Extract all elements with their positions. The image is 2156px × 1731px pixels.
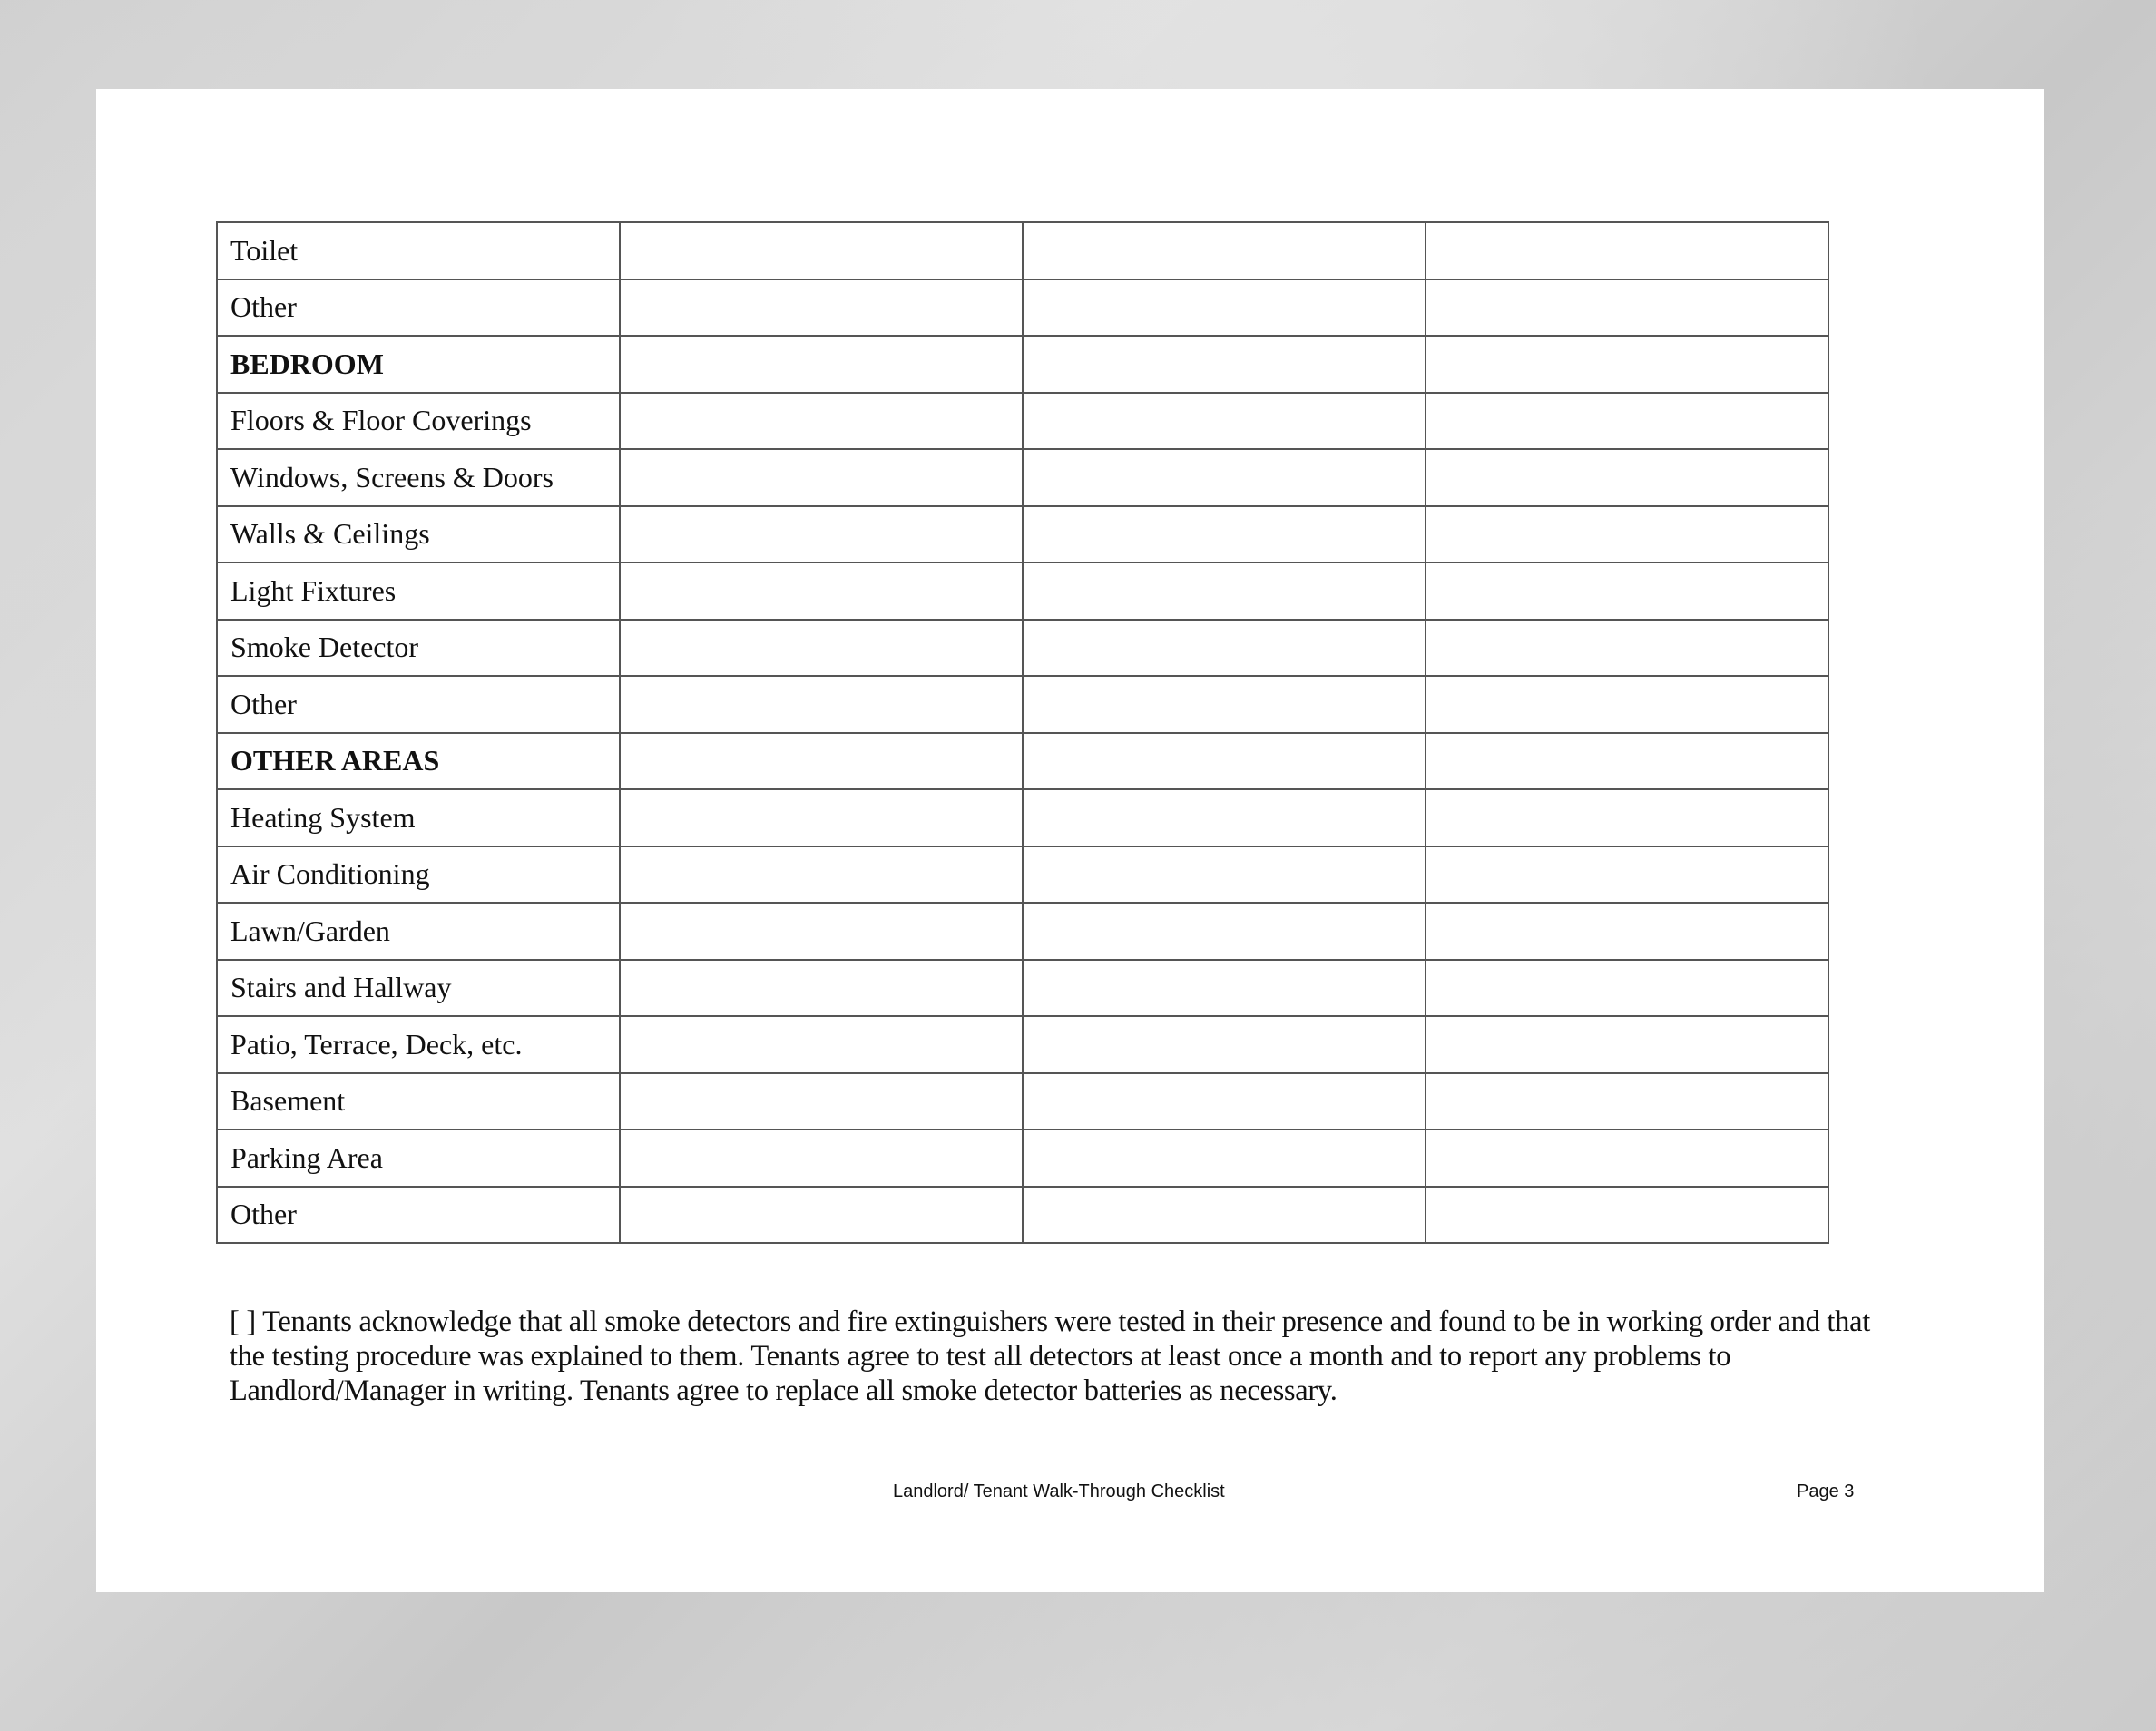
row-label: Light Fixtures [217, 562, 620, 620]
condition-cell[interactable] [620, 449, 1023, 506]
condition-cell[interactable] [1023, 960, 1426, 1017]
condition-cell[interactable] [620, 846, 1023, 904]
condition-cell[interactable] [1023, 336, 1426, 393]
condition-cell[interactable] [1426, 222, 1828, 279]
table-row [217, 336, 1828, 393]
table-row [217, 620, 1828, 677]
condition-cell[interactable] [1426, 336, 1828, 393]
condition-cell[interactable] [620, 562, 1023, 620]
table-row [217, 676, 1828, 733]
condition-cell[interactable] [620, 620, 1023, 677]
condition-cell[interactable] [620, 960, 1023, 1017]
row-label: Basement [217, 1073, 620, 1130]
smoke-detector-acknowledgement: [ ] Tenants acknowledge that all smoke detectors and fire extinguishers were tested in their presence and found to be in working order and that the testing procedure was explained to them. Tenants agree to test all detectors at least once a month and to report any problems to Landlord/Manager in writing. Tenants agree to replace all smoke detector batteries as necessary. [230, 1306, 1870, 1407]
condition-cell[interactable] [1426, 1073, 1828, 1130]
row-label: Floors & Floor Coverings [217, 393, 620, 450]
condition-cell[interactable] [620, 336, 1023, 393]
footer-title: Landlord/ Tenant Walk-Through Checklist [893, 1482, 1225, 1501]
condition-cell[interactable] [1023, 449, 1426, 506]
condition-cell[interactable] [1426, 506, 1828, 563]
condition-cell[interactable] [620, 789, 1023, 846]
row-label: BEDROOM [217, 336, 620, 393]
condition-cell[interactable] [620, 903, 1023, 960]
condition-cell[interactable] [1023, 733, 1426, 790]
condition-cell[interactable] [1023, 506, 1426, 563]
condition-cell[interactable] [1426, 846, 1828, 904]
condition-cell[interactable] [1426, 393, 1828, 450]
row-label: Other [217, 1187, 620, 1244]
condition-cell[interactable] [1023, 846, 1426, 904]
condition-cell[interactable] [1023, 393, 1426, 450]
table-row [217, 1073, 1828, 1130]
condition-cell[interactable] [1426, 960, 1828, 1017]
table-row [217, 789, 1828, 846]
condition-cell[interactable] [1023, 789, 1426, 846]
page-number: Page 3 [1797, 1482, 1855, 1501]
condition-cell[interactable] [1426, 1187, 1828, 1244]
condition-cell[interactable] [1023, 1073, 1426, 1130]
condition-cell[interactable] [1023, 279, 1426, 337]
table-row [217, 506, 1828, 563]
table-row [217, 562, 1828, 620]
row-label: Other [217, 279, 620, 337]
condition-cell[interactable] [1426, 279, 1828, 337]
condition-cell[interactable] [620, 733, 1023, 790]
condition-cell[interactable] [1023, 562, 1426, 620]
condition-cell[interactable] [1426, 733, 1828, 790]
condition-cell[interactable] [1023, 222, 1426, 279]
condition-cell[interactable] [1023, 676, 1426, 733]
table-row [217, 393, 1828, 450]
row-label: Toilet [217, 222, 620, 279]
table-row [217, 733, 1828, 790]
table-row [217, 1187, 1828, 1244]
condition-cell[interactable] [1023, 620, 1426, 677]
condition-cell[interactable] [620, 222, 1023, 279]
condition-cell[interactable] [620, 676, 1023, 733]
row-label: Heating System [217, 789, 620, 846]
condition-cell[interactable] [1426, 903, 1828, 960]
row-label: OTHER AREAS [217, 733, 620, 790]
condition-cell[interactable] [620, 506, 1023, 563]
condition-cell[interactable] [1426, 676, 1828, 733]
document-page [96, 89, 2044, 1592]
table-row [217, 846, 1828, 904]
condition-cell[interactable] [620, 1016, 1023, 1073]
row-label: Other [217, 676, 620, 733]
condition-cell[interactable] [1023, 903, 1426, 960]
table-row [217, 1130, 1828, 1187]
condition-cell[interactable] [1426, 789, 1828, 846]
row-label: Patio, Terrace, Deck, etc. [217, 1016, 620, 1073]
condition-cell[interactable] [1426, 449, 1828, 506]
condition-cell[interactable] [620, 279, 1023, 337]
table-row [217, 279, 1828, 337]
condition-cell[interactable] [1023, 1016, 1426, 1073]
condition-cell[interactable] [1426, 620, 1828, 677]
table-row [217, 960, 1828, 1017]
row-label: Stairs and Hallway [217, 960, 620, 1017]
table-row [217, 222, 1828, 279]
condition-cell[interactable] [620, 1187, 1023, 1244]
condition-cell[interactable] [1023, 1187, 1426, 1244]
row-label: Parking Area [217, 1130, 620, 1187]
row-label: Smoke Detector [217, 620, 620, 677]
condition-cell[interactable] [1426, 1130, 1828, 1187]
condition-cell[interactable] [1426, 562, 1828, 620]
condition-cell[interactable] [620, 1130, 1023, 1187]
table-row [217, 449, 1828, 506]
row-label: Lawn/Garden [217, 903, 620, 960]
condition-cell[interactable] [620, 1073, 1023, 1130]
row-label: Windows, Screens & Doors [217, 449, 620, 506]
checklist-table [216, 221, 1829, 1244]
condition-cell[interactable] [620, 393, 1023, 450]
condition-cell[interactable] [1426, 1016, 1828, 1073]
condition-cell[interactable] [1023, 1130, 1426, 1187]
row-label: Walls & Ceilings [217, 506, 620, 563]
row-label: Air Conditioning [217, 846, 620, 904]
table-row [217, 1016, 1828, 1073]
table-row [217, 903, 1828, 960]
